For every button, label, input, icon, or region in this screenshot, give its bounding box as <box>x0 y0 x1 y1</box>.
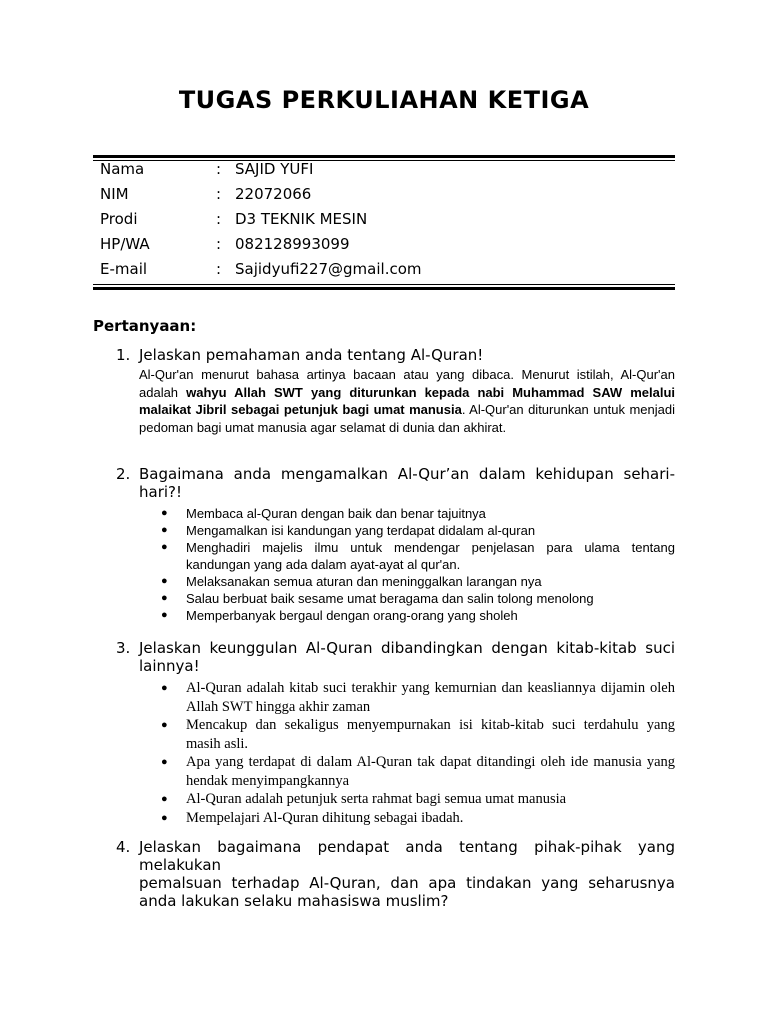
info-value: SAJID YUFI <box>235 160 314 178</box>
info-colon: : <box>216 235 222 253</box>
question-number: 3. <box>116 639 131 657</box>
list-item <box>161 753 675 790</box>
info-label: Nama <box>100 160 145 178</box>
list-item-text: Menghadiri majelis ilmu untuk mendengar penjelasan para ulama tentang kandungan yang ada dalam ayat-ayat al qur'an. <box>186 540 675 572</box>
info-label: Prodi <box>100 210 138 228</box>
bullet-icon: ● <box>161 682 168 694</box>
bullet-icon: ● <box>161 524 168 536</box>
question-text-line-2: pemalsuan terhadap Al-Quran, dan apa tindakan yang seharusnya anda lakukan selaku mahasiswa muslim? <box>139 874 675 910</box>
info-value: D3 TEKNIK MESIN <box>235 210 368 228</box>
info-colon: : <box>216 185 222 203</box>
list-item <box>161 790 675 809</box>
info-label: HP/WA <box>100 235 150 253</box>
bullet-icon: ● <box>161 811 168 824</box>
list-item <box>161 539 675 573</box>
question-2 <box>93 465 675 624</box>
list-item-text: Melaksanakan semua aturan dan meninggalkan larangan nya <box>186 574 542 589</box>
bullet-icon: ● <box>161 756 168 768</box>
info-colon: : <box>216 210 222 228</box>
answer-paragraph <box>139 366 675 436</box>
info-value: 082128993099 <box>235 235 350 253</box>
list-item-text: Memperbanyak bergaul dengan orang-orang yang sholeh <box>186 608 518 623</box>
top-rule-thick <box>93 155 675 158</box>
question-3 <box>93 639 675 827</box>
question-1 <box>93 346 675 436</box>
question-4 <box>93 838 675 910</box>
info-value: 22072066 <box>235 185 312 203</box>
questions-heading: Pertanyaan: <box>93 317 197 335</box>
question-text-line-1: Jelaskan bagaimana pendapat anda tentang pihak-pihak yang melakukan <box>139 838 675 874</box>
list-item <box>161 679 675 716</box>
bullet-icon: ● <box>161 541 168 553</box>
question-text: Bagaimana anda mengamalkan Al-Qur’an dalam kehidupan sehari-hari?! <box>139 465 675 501</box>
bottom-rule-thick <box>93 287 675 290</box>
bottom-rule-thin <box>93 284 675 285</box>
list-item-text: Membaca al-Quran dengan baik dan benar tajuitnya <box>186 506 486 521</box>
answer-text-end: . Al-Qur'an diturunkan untuk menjadi pedoman bagi umat manusia agar selamat di dunia dan akhirat. <box>139 402 675 435</box>
list-item <box>161 573 675 590</box>
top-rule-thin <box>93 160 675 161</box>
list-item <box>161 505 675 522</box>
document-title: TUGAS PERKULIAHAN KETIGA <box>178 86 590 114</box>
bullet-icon: ● <box>161 507 168 519</box>
answer-list <box>93 505 675 624</box>
bullet-icon: ● <box>161 575 168 587</box>
list-item-text: Al-Quran adalah kitab suci terakhir yang kemurnian dan keasliannya dijamin oleh Allah SWT hingga akhir zaman <box>186 680 675 715</box>
list-item-text: Al-Quran adalah petunjuk serta rahmat bagi semua umat manusia <box>186 791 567 807</box>
list-item <box>161 522 675 539</box>
answer-text-bold: wahyu Allah SWT yang diturunkan kepada nabi Muhammad SAW melalui malaikat Jibril sebagai petunjuk bagi umat manusia <box>139 384 675 417</box>
list-item <box>161 716 675 753</box>
bullet-icon: ● <box>161 793 168 805</box>
question-text: Jelaskan keunggulan Al-Quran dibandingkan dengan kitab-kitab suci lainnya! <box>139 639 675 675</box>
bullet-icon: ● <box>161 592 168 604</box>
list-item <box>161 607 675 624</box>
info-label: NIM <box>100 185 129 203</box>
question-number: 4. <box>116 838 131 856</box>
question-number: 2. <box>116 465 131 483</box>
info-label: E-mail <box>100 260 148 278</box>
answer-list <box>93 679 675 827</box>
list-item <box>161 809 675 828</box>
list-item-text: Mencakup dan sekaligus menyempurnakan isi kitab-kitab suci terdahulu yang masih asli. <box>186 717 675 752</box>
list-item <box>161 590 675 607</box>
info-colon: : <box>216 260 222 278</box>
info-colon: : <box>216 160 222 178</box>
list-item-text: Mengamalkan isi kandungan yang terdapat didalam al-quran <box>186 523 536 538</box>
list-item-text: Apa yang terdapat di dalam Al-Quran tak dapat ditandingi oleh ide manusia yang hendak menyimpangkannya <box>186 754 675 789</box>
list-item-text: Mempelajari Al-Quran dihitung sebagai ibadah. <box>186 809 464 826</box>
question-text: Jelaskan pemahaman anda tentang Al-Quran! <box>139 346 484 364</box>
answer-text-start: Al-Qur'an menurut bahasa artinya bacaan atau yang dibaca. Menurut istilah, Al-Qur'an adalah <box>139 367 675 400</box>
question-number: 1. <box>116 346 131 364</box>
info-value: Sajidyufi227@gmail.com <box>235 260 422 278</box>
list-item-text: Salau berbuat baik sesame umat beragama dan salin tolong menolong <box>186 591 594 606</box>
bullet-icon: ● <box>161 609 168 621</box>
bullet-icon: ● <box>161 719 168 731</box>
